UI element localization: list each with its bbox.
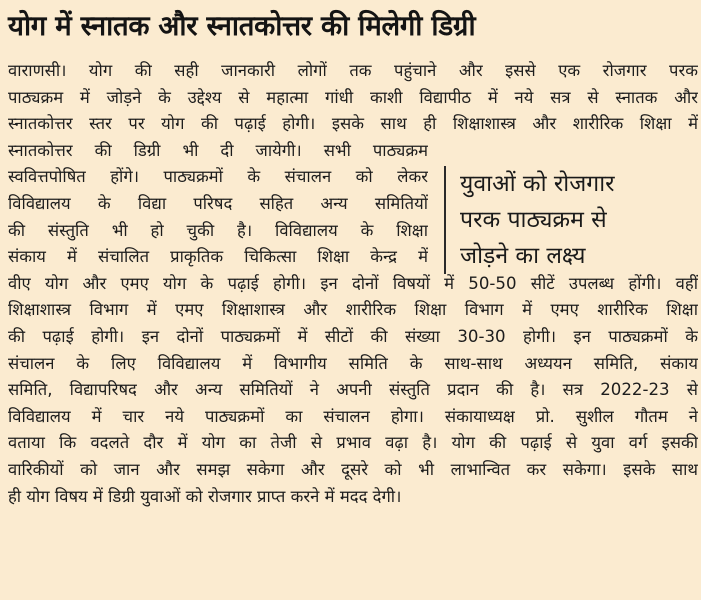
body-line: पाठ्यक्रम में जोड़ने के उद्देश्य से महात्मा गांधी काशी विद्यापीठ में नये सत्र से स्नातक और: [8, 87, 698, 107]
pull-quote-line: जोड़ने का लक्ष्य: [460, 243, 586, 269]
body-line: संकाय में संचालित प्राकृतिक चिकित्सा शिक्षा केन्द्र में: [8, 247, 428, 267]
body-line: स्नातकोत्तर स्तर पर योग की पढ़ाई होगी। इसके साथ ही शिक्षाशास्त्र और शारीरिक शिक्षा में: [8, 114, 698, 134]
article-headline: योग में स्नातक और स्नातकोत्तर की मिलेगी डिग्री: [8, 10, 476, 42]
body-line: की पढ़ाई होगी। इन दोनों पाठ्यक्रमों में सीटों की संख्या 30-30 होगी। इन पाठ्यक्रमों के: [8, 326, 698, 346]
body-line: विविद्यालय के विद्या परिषद सहित अन्य समितियों: [8, 193, 428, 213]
body-line: की संस्तुति भी हो चुकी है। विविद्यालय के शिक्षा: [8, 220, 428, 240]
pull-quote-line: युवाओं को रोजगार: [460, 171, 615, 197]
pull-quote: [444, 166, 694, 274]
body-line: वाराणसी। योग की सही जानकारी लोगों तक पहुंचाने और इससे एक रोजगार परक: [8, 61, 698, 80]
pull-quote-line: परक पाठ्यक्रम से: [460, 207, 607, 233]
body-line: वारिकीयों को जान और समझ सकेगा और दूसरे को भी लाभान्वित कर सकेगा। इसके साथ: [8, 459, 698, 479]
body-line: ही योग विषय में डिग्री युवाओं को रोजगार प्राप्त करने में मदद देगी।: [8, 486, 402, 506]
body-line: विविद्यालय में चार नये पाठ्यक्रमों का संचालन होगा। संकायाध्यक्ष प्रो. सुशील गौतम ने: [8, 406, 698, 426]
body-line: संचालन के लिए विविद्यालय में विभागीय समिति के साथ-साथ अध्ययन समिति, संकाय: [8, 353, 698, 373]
body-line: वीए योग और एमए योग के पढ़ाई होगी। इन दोनों विषयों में 50-50 सीटें उपलब्ध होंगी। वहीं: [8, 273, 698, 293]
body-line: स्नातकोत्तर की डिग्री भी दी जायेगी। सभी पाठ्यक्रम: [8, 140, 428, 160]
body-line: समिति, विद्यापरिषद और अन्य समितियों ने अपनी संस्तुति प्रदान की है। सत्र 2022-23 से: [8, 380, 698, 400]
body-line: स्ववित्तपोषित होंगे। पाठ्यक्रमों के संचालन को लेकर: [8, 167, 428, 187]
article-body: [8, 58, 698, 510]
body-line: वताया कि वदलते दौर में योग का तेजी से प्रभाव वढ़ा है। योग की पढ़ाई से युवा वर्ग इसकी: [8, 433, 698, 453]
body-line: शिक्षाशास्त्र विभाग में एमए शिक्षाशास्त्र और शारीरिक शिक्षा विभाग में एमए शारीरिक शिक्षा: [8, 300, 698, 320]
